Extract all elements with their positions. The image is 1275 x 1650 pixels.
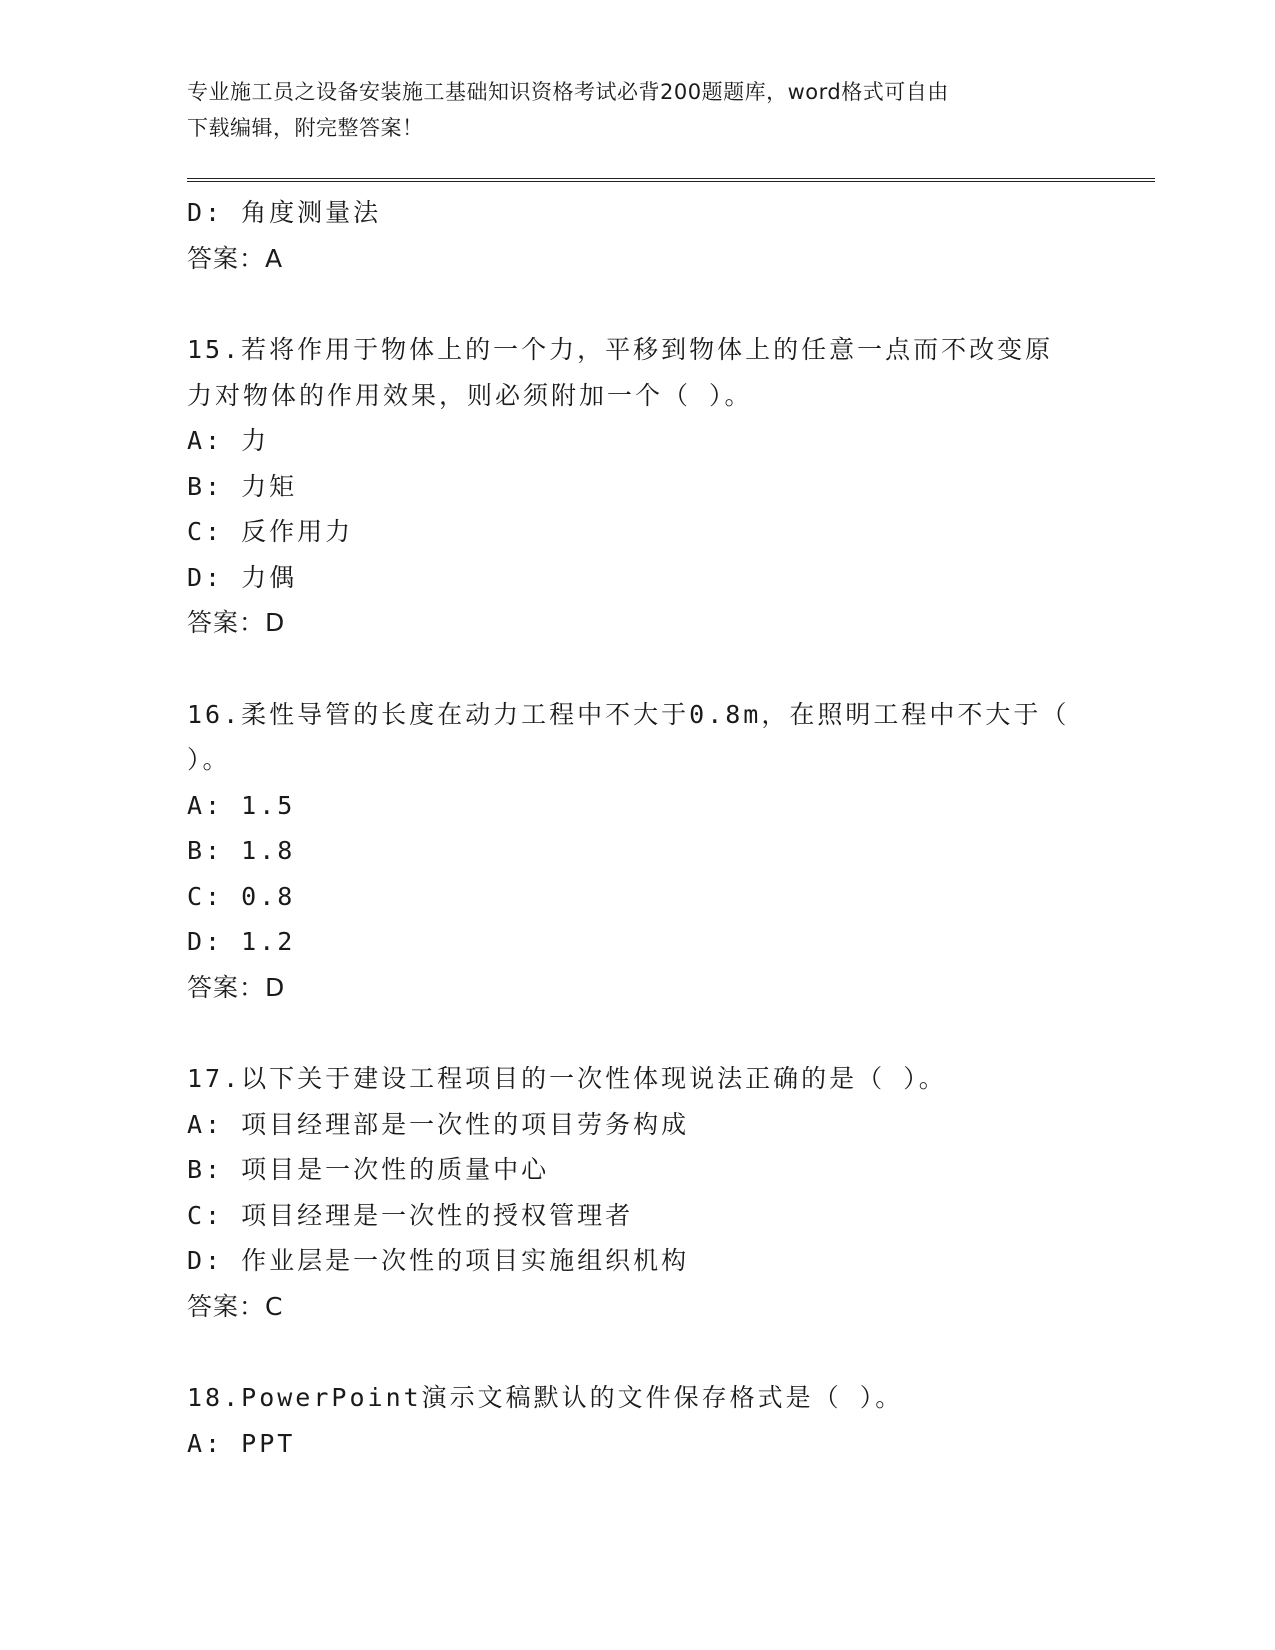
- question-16: [187, 692, 1087, 1011]
- document-header: [187, 74, 1067, 146]
- option-a: A: 项目经理部是一次性的项目劳务构成: [187, 1109, 690, 1139]
- option-b: B: 1.8: [187, 836, 296, 865]
- option-d: D: 角度测量法: [187, 198, 382, 227]
- option-a: A: 力: [187, 426, 270, 455]
- answer-line: 答案：A: [187, 243, 284, 273]
- option-d: D: 力偶: [187, 562, 298, 592]
- option-b: B: 项目是一次性的质量中心: [187, 1155, 550, 1184]
- option-a: A: 1.5: [187, 790, 296, 820]
- answer-line: 答案：D: [187, 972, 286, 1002]
- option-b: B: 力矩: [187, 471, 298, 501]
- option-d: D: 1.2: [187, 927, 296, 956]
- question-stem: 16.柔性导管的长度在动力工程中不大于0.8m，在照明工程中不大于（ ）。: [187, 699, 1070, 774]
- header-line-1: 专业施工员之设备安装施工基础知识资格考试必背200题题库，word格式可自由: [187, 80, 949, 104]
- option-a: A: PPT: [187, 1428, 296, 1458]
- option-c: C: 项目经理是一次性的授权管理者: [187, 1200, 634, 1230]
- question-15: [187, 327, 1087, 646]
- question-content: [187, 190, 1087, 1466]
- question-stem: 18.PowerPoint演示文稿默认的文件保存格式是（ ）。: [187, 1383, 904, 1412]
- option-c: C: 0.8: [187, 881, 296, 911]
- header-divider: [187, 178, 1155, 182]
- answer-line: 答案：D: [187, 608, 286, 637]
- question-stem: 17.以下关于建设工程项目的一次性体现说法正确的是（ ）。: [187, 1064, 947, 1093]
- header-line-2: 下载编辑，附完整答案！: [187, 116, 424, 140]
- question-18: [187, 1375, 1087, 1466]
- answer-line: 答案：C: [187, 1291, 284, 1321]
- question-17: [187, 1056, 1087, 1329]
- option-c: C: 反作用力: [187, 517, 354, 546]
- question-stem: 15.若将作用于物体上的一个力，平移到物体上的任意一点而不改变原 力对物体的作用效果，则必须附加一个（ ）。: [187, 335, 1054, 410]
- option-d: D: 作业层是一次性的项目实施组织机构: [187, 1246, 690, 1275]
- document-page: [187, 0, 1157, 1650]
